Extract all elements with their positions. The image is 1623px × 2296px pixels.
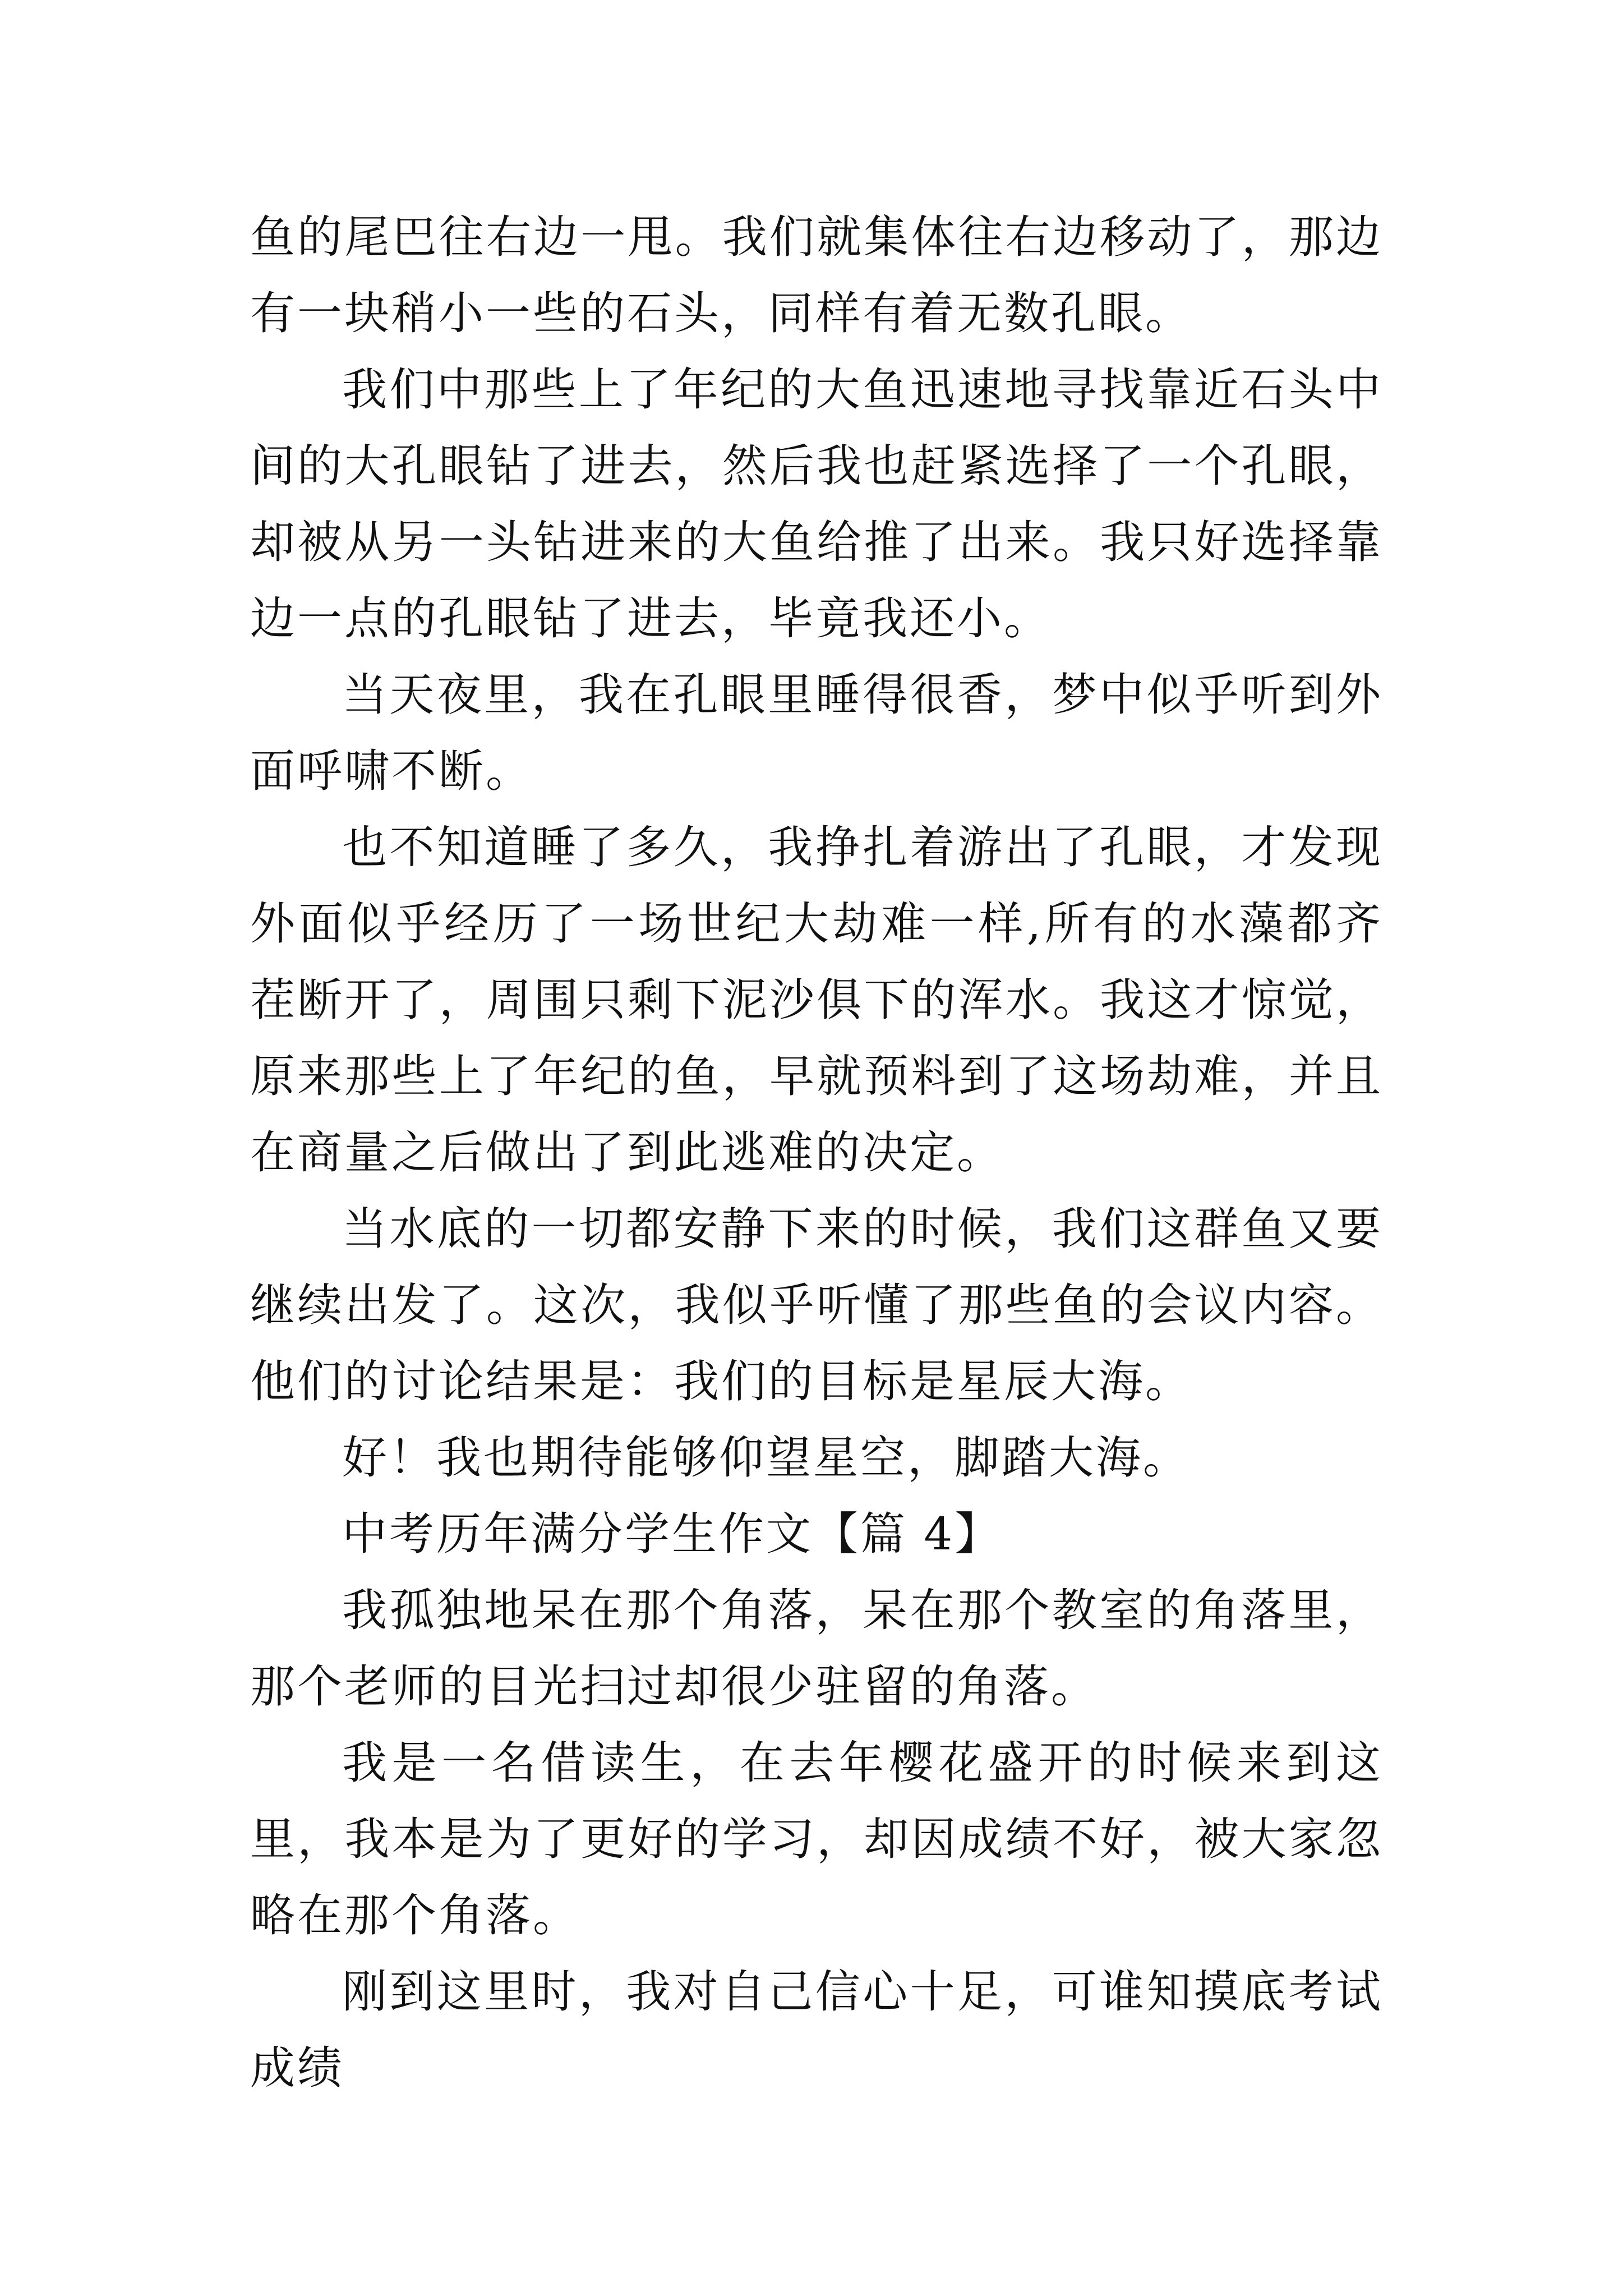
document-body bbox=[250, 199, 1383, 2106]
paragraph: 好！我也期待能够仰望星空，脚踏大海。 bbox=[342, 1432, 1190, 1484]
paragraph: 我们中那些上了年纪的大鱼迅速地寻找靠近石头中间的大孔眼钻了进去，然后我也赶紧选择了一个孔眼，却被从另一头钻进来的大鱼给推了出来。我只好选择靠边一点的孔眼钻了进去，毕竟我还小。 bbox=[250, 364, 1383, 645]
paragraph: 也不知道睡了多久，我挣扎着游出了孔眼，才发现外面似乎经历了一场世纪大劫难一样,所有的水藻都齐茬断开了，周围只剩下泥沙俱下的浑水。我这才惊觉，原来那些上了年纪的鱼，早就预料到了这场劫难，并且在商量之后做出了到此逃难的决定。 bbox=[250, 821, 1383, 1179]
paragraph: 我是一名借读生，在去年樱花盛开的时候来到这里，我本是为了更好的学习，却因成绩不好，被大家忽略在那个角落。 bbox=[250, 1737, 1383, 1941]
section-heading: 中考历年满分学生作文【篇 4】 bbox=[342, 1508, 1002, 1560]
paragraph: 鱼的尾巴往右边一甩。我们就集体往右边移动了，那边有一块稍小一些的石头，同样有着无数孔眼。 bbox=[250, 211, 1383, 339]
paragraph: 当天夜里，我在孔眼里睡得很香，梦中似乎听到外面呼啸不断。 bbox=[250, 669, 1383, 797]
paragraph: 我孤独地呆在那个角落，呆在那个教室的角落里，那个老师的目光扫过却很少驻留的角落。 bbox=[250, 1584, 1383, 1713]
paragraph: 当水底的一切都安静下来的时候，我们这群鱼又要继续出发了。这次，我似乎听懂了那些鱼的会议内容。他们的讨论结果是：我们的目标是星辰大海。 bbox=[250, 1203, 1383, 1407]
paragraph: 刚到这里时，我对自己信心十足，可谁知摸底考试成绩 bbox=[250, 1966, 1383, 2094]
